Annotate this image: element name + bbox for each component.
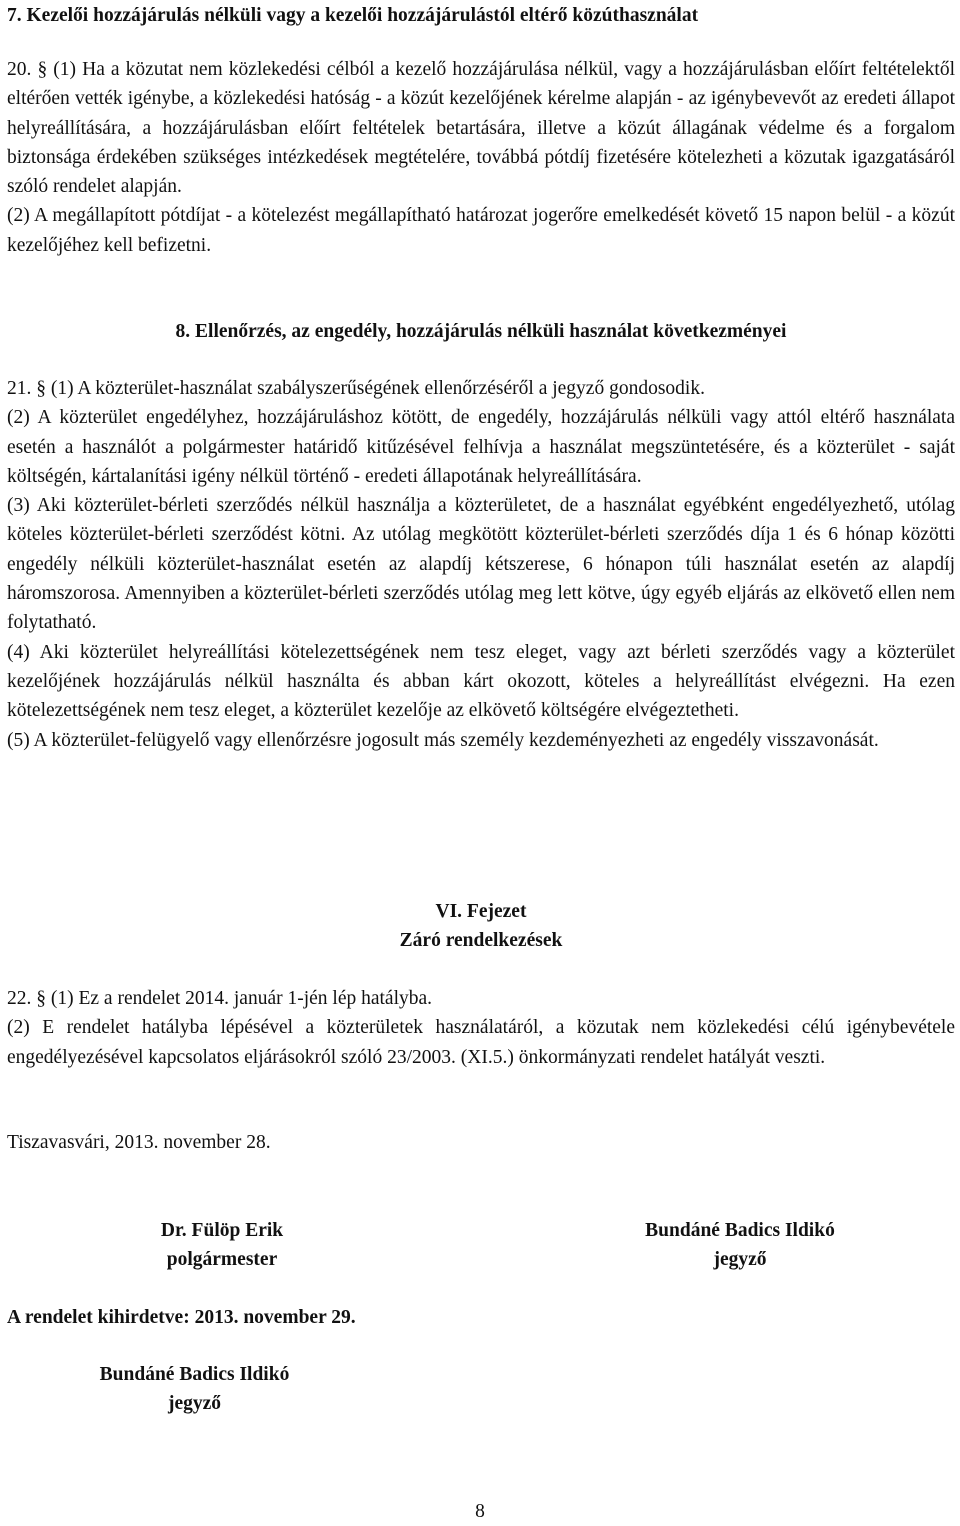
- paragraph-21-1: 21. § (1) A közterület-használat szabályszerűségének ellenőrzéséről a jegyző gondosodik.: [7, 378, 705, 399]
- paragraph-22-1: 22. § (1) Ez a rendelet 2014. január 1-jén lép hatályba.: [7, 988, 433, 1009]
- paragraph-21-3: (3) Aki közterület-bérleti szerződés nélkül használja a közterületet, de a használat egyébként engedélyezhető, utólag köteles közterület-bérleti szerződést kötni. Az utólag megkötött közterület-bérleti szerződés díja 1 és 6 hónap közötti engedély nélküli közterület-használat esetén az alapdíj kétszerese, 6 hónapon túli használat esetén az alapdíj háromszorosa. Amennyiben a közterület-bérleti szerződés utólag meg lett kötve, úgy egyéb eljárás az elkövető ellen nem folytatható.: [7, 495, 955, 634]
- section-7-heading: 7. Kezelői hozzájárulás nélküli vagy a kezelői hozzájárulástól eltérő közúthasználat: [7, 5, 699, 26]
- chapter-6-heading: [7, 897, 955, 956]
- signature-mayor-name: Dr. Fülöp Erik: [160, 1220, 284, 1241]
- promulgation-signature-title: jegyző: [167, 1393, 222, 1414]
- promulgation-line: A rendelet kihirdetve: 2013. november 29.: [7, 1307, 356, 1328]
- promulgation-signature-name: Bundáné Badics Ildikó: [99, 1364, 290, 1385]
- paragraph-21-5: (5) A közterület-felügyelő vagy ellenőrzésre jogosult más személy kezdeményezheti az engedély visszavonását.: [7, 729, 879, 751]
- signature-notary-title: jegyző: [713, 1249, 767, 1270]
- signature-mayor: [107, 1216, 337, 1274]
- signature-notary: [590, 1216, 890, 1274]
- paragraph-20-2: (2) A megállapított pótdíjat - a kötelezést megállapítható határozat jogerőre emelkedését követő 15 napon belül - a közút kezelőjéhez kell befizetni.: [7, 205, 955, 256]
- page-number: 8: [475, 1501, 485, 1522]
- paragraph-21-2: (2) A közterület engedélyhez, hozzájáruláshoz kötött, de engedély, hozzájárulás nélküli vagy attól eltérő használata esetén a használót a polgármester határidő kitűzésével felhívja a használat megszüntetésére, és a közterület - saját költségén, kártalanítási igény nélkül történő - eredeti állapotának helyreállítására.: [7, 407, 955, 487]
- promulgation-signature: [47, 1360, 342, 1418]
- paragraph-20-1: 20. § (1) Ha a közutat nem közlekedési célból a kezelő hozzájárulása nélkül, vagy a hozzájárulásban előírt feltételektől eltérően vették igénybe, a közlekedési hatóság - a közút kezelőjének kérelme alapján - az igénybevevőt az eredeti állapot helyreállítására, a hozzájárulásban előírt feltételek betartására, illetve a közút állagának védelme és a forgalom biztonsága érdekében szükséges intézkedések megtételére, továbbá pótdíj fizetésére kötelezheti a közutak igazgatásáról szóló rendelet alapján.: [7, 59, 955, 198]
- section-7-body: [7, 55, 955, 260]
- paragraph-21-4: (4) Aki közterület helyreállítási kötelezettségének nem tesz eleget, vagy azt bérleti szerződés vagy a közterület kezelőjének hozzájárulás nélkül használta és abban kárt okozott, köteles a helyreállítást elvégezni. Ha ezen kötelezettségének nem tesz eleget, a közterület kezelője az elkövető költségére elvégeztetheti.: [7, 641, 955, 722]
- signature-notary-name: Bundáné Badics Ildikó: [645, 1220, 835, 1241]
- chapter-title: Záró rendelkezések: [399, 930, 563, 952]
- section-8-body: [7, 374, 955, 755]
- paragraph-22-2: (2) E rendelet hatályba lépésével a közterületek használatáról, a közutak nem közlekedési célú igénybevétele engedélyezésével kapcsolatos eljárásokról szóló 23/2003. (XI.5.) önkormányzati rendelet hatályát veszti.: [7, 1017, 955, 1068]
- place-date: Tiszavasvári, 2013. november 28.: [7, 1132, 271, 1153]
- chapter-number: VI. Fejezet: [435, 901, 527, 922]
- chapter-6-body: [7, 984, 955, 1072]
- section-8-heading: 8. Ellenőrzés, az engedély, hozzájárulás nélküli használat következményei: [175, 321, 787, 342]
- signature-mayor-title: polgármester: [166, 1249, 278, 1270]
